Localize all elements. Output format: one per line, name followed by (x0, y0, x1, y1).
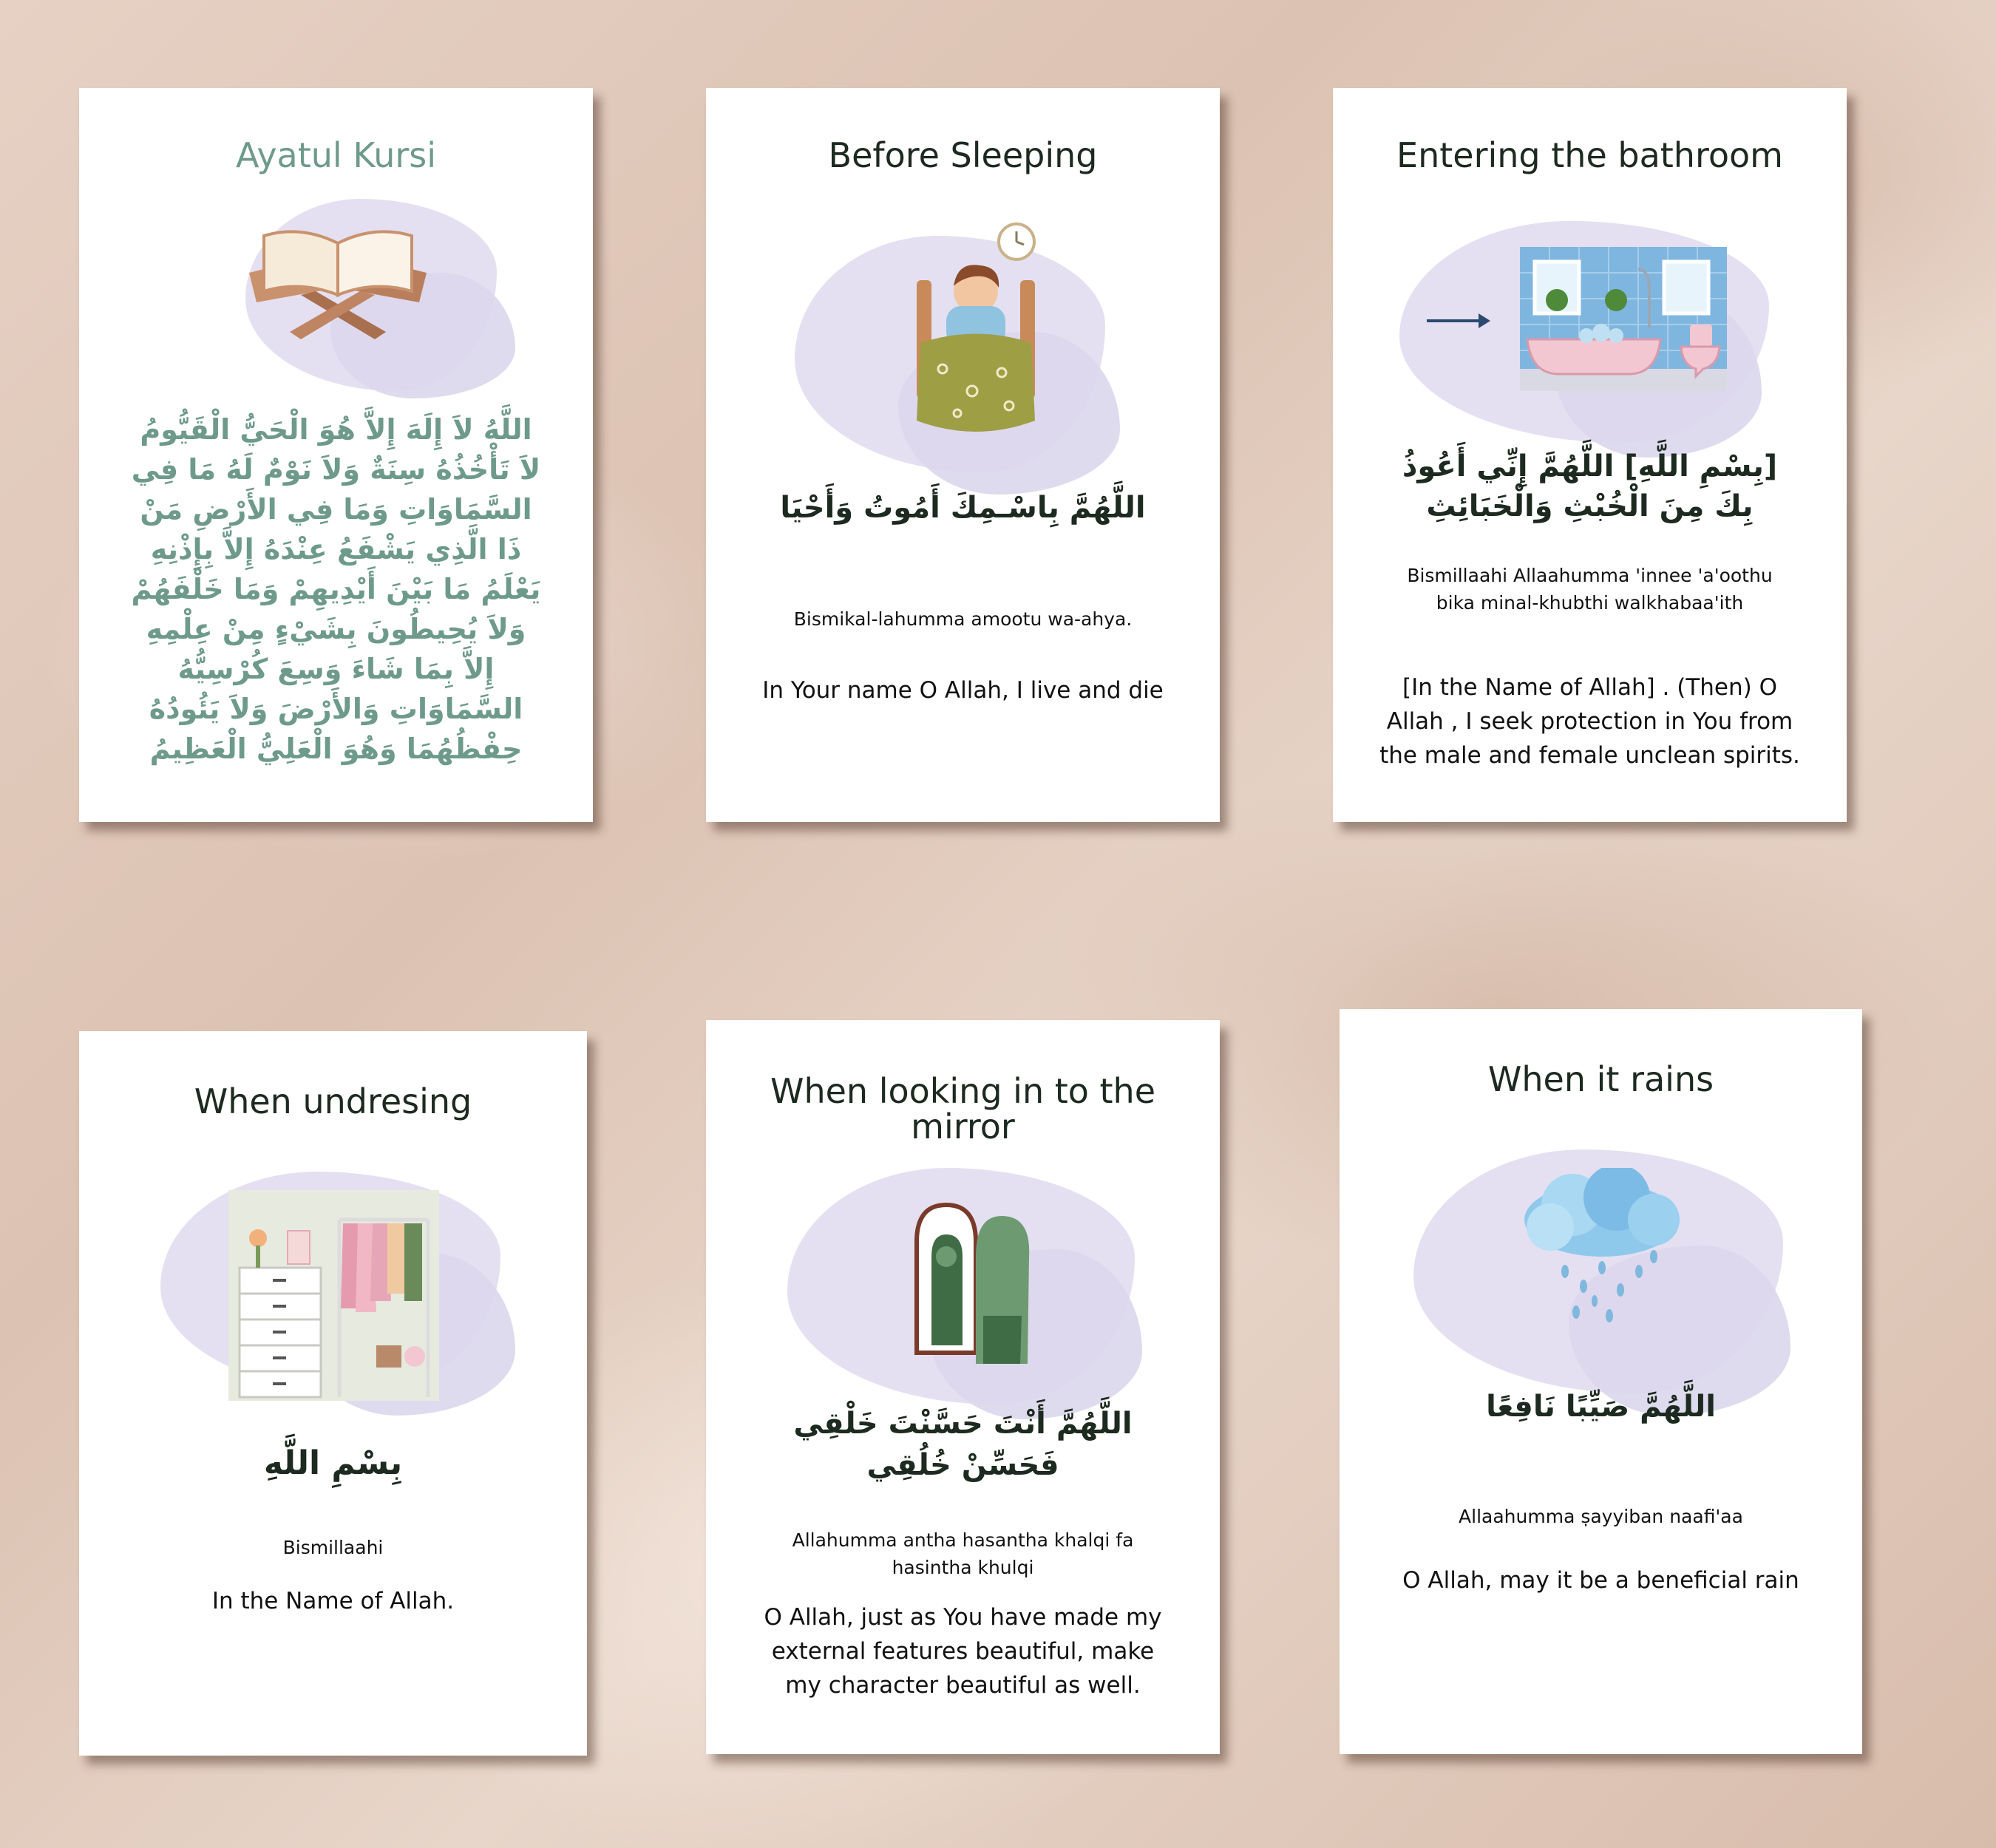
meaning: In Your name O Allah, I live and die (762, 677, 1164, 704)
arabic-dua: اللَّهُمَّ صَيِّبًا نَافِعًا (1486, 1390, 1716, 1424)
card-title: When undresing (194, 1081, 472, 1121)
card-entering-bathroom (1333, 88, 1847, 822)
card-when-undresing (79, 1031, 587, 1756)
transliteration: Allaahumma ṣayyiban naafi'aa (1459, 1506, 1743, 1527)
rain-cloud-icon (1513, 1168, 1691, 1331)
card-title: Entering the bathroom (1396, 135, 1783, 175)
meaning: [In the Name of Allah] . (Then) O Allah , I seek protection in You from the male and female unclean spirits. (1379, 674, 1800, 769)
arabic-dua: اللَّهُ لاَ إِلَهَ إِلاَّ هُوَ الْحَيُّ الْقَيُّومُ لاَ تَأْخُذُهُ سِنَةٌ وَلاَ نَوْمٌ لَهُ مَا فِي السَّمَاوَاتِ وَمَا فِي الأَرْضِ مَنْ ذَا الَّذِي يَشْفَعُ عِنْدَهُ إِلاَّ بِإِذْنِهِ يَعْلَمُ مَا بَيْنَ أَيْدِيهِمْ وَمَا خَلْفَهُمْ وَلاَ يُحِيطُونَ بِشَيْءٍ مِنْ عِلْمِهِ إِلاَّ بِمَا شَاءَ وَسِعَ كُرْسِيُّهُ السَّمَاوَاتِ وَالأَرْضَ وَلاَ يَئُودُهُ حِفْظُهُمَا وَهُوَ الْعَلِيُّ الْعَظِيمُ (131, 413, 541, 765)
card-title: Before Sleeping (828, 135, 1098, 175)
meaning: In the Name of Allah. (211, 1588, 455, 1614)
arabic-dua: [بِسْمِ اللَّهِ] اللَّهُمَّ إِنِّي أَعُوذُ بِكَ مِنَ الْخُبْثِ وَالْخَبَائِثِ (1402, 449, 1778, 523)
card-title: When it rains (1487, 1059, 1714, 1099)
child-in-bed-icon (891, 221, 1061, 465)
card-looking-in-mirror (706, 1020, 1220, 1754)
arabic-dua: بِسْمِ اللَّهِ (263, 1444, 403, 1482)
girl-mirror-icon (909, 1198, 1035, 1364)
open-quran-icon (242, 221, 434, 347)
transliteration: Bismikal-lahumma amootu wa-ahya. (793, 608, 1133, 630)
arabic-dua: اللَّهُمَّ أَنْتَ حَسَّنْتَ خَلْقِي فَحَسِّنْ خُلُقِي (793, 1407, 1133, 1482)
card-title: When looking in to the mirror (770, 1071, 1156, 1146)
card-before-sleeping (706, 88, 1220, 822)
meaning: O Allah, just as You have made my external features beautiful, make my character beautiful as well. (764, 1604, 1162, 1699)
card-ayatul-kursi (79, 88, 593, 822)
wardrobe-icon (228, 1190, 439, 1401)
card-title: Ayatul Kursi (235, 135, 437, 175)
meaning: O Allah, may it be a beneficial rain (1402, 1567, 1799, 1594)
transliteration: Bismillaahi Allaahumma 'innee 'a'oothu bika minal-khubthi walkhabaa'ith (1407, 565, 1773, 614)
arabic-dua: اللَّهُمَّ بِاسْـمِكَ أَمُوتُ وَأَحْيَا (780, 491, 1146, 525)
card-when-it-rains (1340, 1009, 1862, 1754)
transliteration: Bismillaahi (282, 1537, 384, 1558)
arrow-right-icon (1425, 310, 1492, 332)
bathroom-icon (1520, 247, 1727, 391)
transliteration: Allahumma antha hasantha khalqi fa hasintha khulqi (792, 1529, 1134, 1578)
